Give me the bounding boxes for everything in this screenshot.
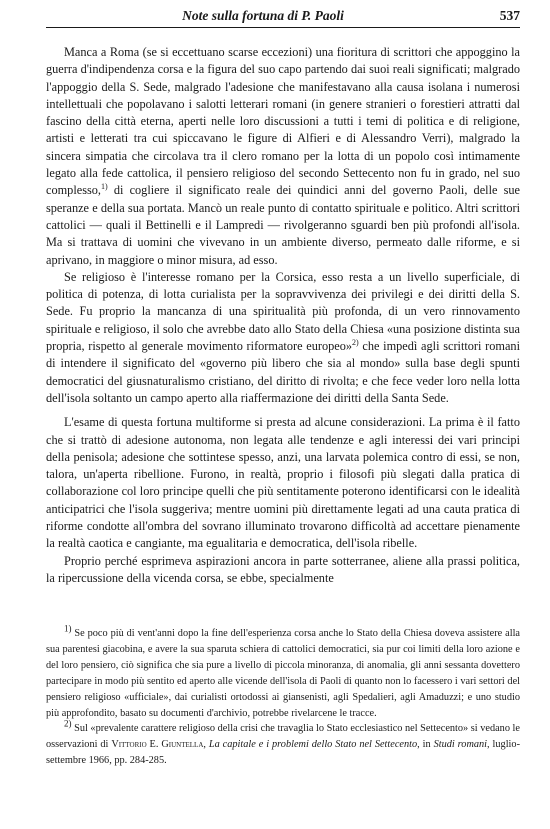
footnote-number: 2) xyxy=(64,719,72,730)
paragraph-text: che impedì agli scrittori romani di intendere il significato del «governo più libero che sia al mondo» sulla base degli spunti democratici del giusnaturalismo cristiano, del diritto di rivolta; e che fece veder loro nella lotta dell'isola soltanto un campo aperto alla riaffermazione dei diritti della Santa Sede. xyxy=(46,339,520,405)
footnote-text: , in xyxy=(417,739,431,751)
footnote-title: La capitale e i problemi dello Stato nel Settecento xyxy=(208,739,418,751)
footnote-author: Vittorio E. Giuntella xyxy=(111,739,204,751)
page-header xyxy=(46,7,520,28)
running-title: Note sulla fortuna di P. Paoli xyxy=(182,8,344,23)
footnote-journal: Studi romani xyxy=(433,739,488,751)
paragraph-text: Manca a Roma (se si eccettuano scarse eccezioni) una fioritura di scrittori che appoggino la guerra d'indipendenza corsa e la figura del suo capo partendo dai suoi reali significati; malgrado l'appoggio della S. Sede, malgrado l'adesione che manifestavano alla causa isolana i numerosi intellettuali che popolavano i salotti letterari romani (in genere stranieri o forestieri attratti dal fascino della città eterna, aperti nelle loro discussioni a tutti i temi di politica e di religione, artisti e letterati tra cui spiccavano le figure di Alfieri e di Alessandro Verri), malgrado la sincera simpatia che circolava tra il clero romano per la lotta di un popolo così intimamente legato alla fede cattolica, il pensiero religioso del secondo Settecento non fu in grado, nel suo complesso, xyxy=(46,45,520,198)
paragraph: L'esame di questa fortuna multiforme si presta ad alcune considerazioni. La prima è il fatto che si trattò di adesione autonoma, non legata alle tendenze e agli interessi dei vari principi della penisola; adesione che sottintese spesso, anzi, una larvata polemica contro di essi, se non, talora, un'aperta ribellione. Furono, in realtà, proprio i filosofi più slegati dalla pratica di collaborazione col loro principe quelli che più sentitamente poterono identificarsi con le idealità anticipatrici che l'isola suggeriva; mentre uomini più direttamente legati ad una cauta pratica di riforme condotte all'ombra del sovrano illuminato trovarono difficoltà ad accettare pienamente la realtà caotica e cangiante, ma egualitaria e democratica, dell'isola ribelle. xyxy=(46,415,520,551)
footnote-text: Se poco più di vent'anni dopo la fine dell'esperienza corsa anche lo Stato della Chiesa doveva assistere alla sua parentesi giacobina, e avere la sua sparuta schiera di cattolici democratici, sia pur coi limiti della loro azione e del loro pensiero, ciò significa che sia pure a livello di piccola minoranza, di anomalia, gli anni sessanta dovettero partecipare in modo più sentito ed aperto alle vicende dell'isola di Paoli di quanto non lo facessero i vari settori del pensiero religioso «ufficiale», dai curialisti ortodossi ai giansenisti, agli Spedalieri, agli Amaduzzi; e uno studio più approfondito, basato su documenti d'archivio, potrebbe rivelarcene le tracce. xyxy=(46,628,521,719)
footnote-number: 1) xyxy=(64,623,72,634)
note-ref: 2) xyxy=(352,337,359,347)
paragraph-text: Se religioso è l'interesse romano per la Corsica, esso resta a un livello superficiale, di politica di potenza, di lotta curialista per la sopravvivenza dei privilegi e dei diritti della S. Sede. Fu proprio la mancanza di una spiritualità più profonda, di un vero rinnovamento spirituale e religioso, il solo che avrebbe dato allo Stato della Chiesa «una posizione distinta sua propria, rispetto al generale movimento riformatore europeo» xyxy=(46,269,520,354)
page-number: 537 xyxy=(499,8,520,23)
paragraph-text: di cogliere il significato reale dei quindici anni del governo Paoli, delle sue speranze e della sua portata. Mancò un reale punto di contatto spirituale e politico. Altri scrittori cattolici — quali il Bettinelli e il Lampredi — rivolgeranno sguardi ben più profondi all'isola. Ma si trattava di uomini che vivevano in un ambiente diverso, permeato dalle riforme, e si aprivano, in maggiore o minor misura, ad esso. xyxy=(46,183,521,267)
note-ref: 1) xyxy=(101,182,108,192)
footnote-text: , luglio-settembre 1966, pp. 284-285. xyxy=(46,739,520,767)
footnote-text: Sul «prevalente carattere religioso della crisi che travaglia lo Stato ecclesiastico nel Settecento» si vedano le osservazioni di xyxy=(46,723,520,751)
footnote xyxy=(46,623,521,721)
paragraph xyxy=(46,269,520,407)
footnotes xyxy=(46,623,521,769)
main-text xyxy=(46,44,520,587)
paragraph: Proprio perché esprimeva aspirazioni ancora in parte sotterranee, aliene alla prassi politica, la ripercussione della vicenda corsa, se ebbe, specialmente xyxy=(46,553,520,585)
footnote: 2) Sul «prevalente carattere religioso della crisi che travaglia lo Stato ecclesiastico nel Settecento» si vedano le osservazioni di Vittorio E. Giuntella, La capitale e i problemi dello Stato nel Settecento, in Studi romani, luglio-settembre 1966, pp. 284-285. xyxy=(46,719,520,767)
paragraph xyxy=(46,44,520,269)
